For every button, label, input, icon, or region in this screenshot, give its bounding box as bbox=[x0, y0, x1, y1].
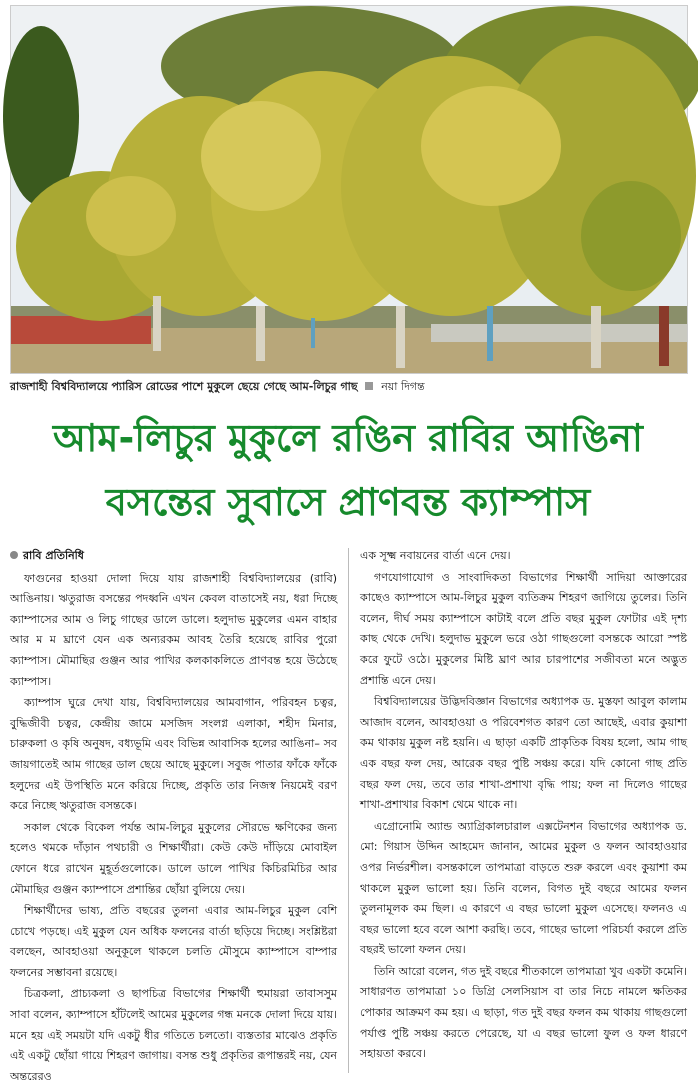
photo-credit: নয়া দিগন্ত bbox=[381, 380, 425, 393]
paragraph: বিশ্ববিদ্যালয়ের উদ্ভিদবিজ্ঞান বিভাগের অধ্যাপক ড. মুস্তফা আবুল কালাম আজাদ বলেন, আবহাওয়া ও পরিবেশগত কারণ তো আছেই, এবার কুয়াশা কম থাকায় মুকুল নষ্ট হয়নি। এ ছাড়া একটি প্রাকৃতিক বিষয় হলো, আম গাছ এক বছর ফল দেয়, আরেক বছর পুষ্টি সঞ্চয় করে। যদি কোনো গাছ প্রতি বছর ফল দেয়, তবে তার শাখা-প্রশাখা বৃদ্ধি পায়; ফল না দিলেও গাছের শাখা-প্রশাখার বিকাশ থেমে থাকে না। bbox=[360, 695, 687, 812]
paragraph: গণযোগাযোগ ও সাংবাদিকতা বিভাগের শিক্ষার্থী সাদিয়া আক্তারের কাছেও ক্যাম্পাসে আম-লিচুর মুকুল ব্যতিক্রম শিহরণ জাগিয়ে তুলের। তিনি বলেন, দীর্ঘ সময় ক্যাম্পাসে কাটাই বলে প্রতি বছর মুকুল ফোটার এই দৃশ্য কাছ থেকে দেখি। হলুদাভ মুকুলে ভরে ওঠা গাছগুলো বসন্তকে আরো স্পষ্ট করে ফুটে ওঠে। মুকুলের মিষ্টি ঘ্রাণ আর চারপাশের সজীবতা মনে অদ্ভুত প্রশান্তি এনে দেয়। bbox=[360, 570, 687, 687]
paragraph: এক সূক্ষ্ম নবায়নের বার্তা এনে দেয়। bbox=[360, 549, 511, 562]
byline bbox=[10, 546, 337, 567]
campus-trees-photo-icon bbox=[11, 6, 687, 373]
campus-trees-photo bbox=[10, 5, 688, 374]
paragraph: সকাল থেকে বিকেল পর্যন্ত আম-লিচুর মুকুলের সৌরভে ক্ষণিকের জন্য হলেও থমকে দাঁড়ান পথচারী ও শিক্ষার্থীরা। কেউ কেউ দাঁড়িয়ে মোবাইল ফোনে ধরে রাখেন মুহূর্তগুলোকে। ডালে ডালে পাখির কিচিরমিচির আর মৌমাছির গুঞ্জন ক্যাম্পাসে প্রশান্তির ছোঁয়া বুলিয়ে দেয়। bbox=[10, 820, 337, 896]
photo-caption bbox=[10, 378, 686, 396]
byline-text: রাবি প্রতিনিধি bbox=[23, 549, 84, 562]
paragraph: ক্যাম্পাস ঘুরে দেখা যায়, বিশ্ববিদ্যালয়ের আমবাগান, পরিবহন চত্বর, বুদ্ধিজীবী চত্বর, কেন্দ্রীয় জামে মসজিদ সংলগ্ন এলাকা, শহীদ মিনার, চারুকলা ও কৃষি অনুষদ, বধ্যভূমি এবং বিভিন্ন আবাসিক হলের আঙিনা– সব জায়গাতেই আম গাছের ডাল ছেয়ে আছে মুকুলে। সবুজ পাতার ফাঁকে ফাঁকে হলুদের এই উপস্থিতি মনে করিয়ে দিচ্ছে, প্রকৃতি তার নিজস্ব নিয়মেই বরণ করে নিচ্ছে ঋতুরাজ বসন্তকে। bbox=[10, 696, 337, 813]
paragraph: শিক্ষার্থীদের ভাষ্য, প্রতি বছরের তুলনা এবার আম-লিচুর মুকুল বেশি চোখে পড়ছে। এই মুকুল যেন অধিক ফলনের বার্তা ছড়িয়ে দিচ্ছে। সংশ্লিষ্টরা বলছেন, আবহাওয়া অনুকূলে থাকলে চলতি মৌসুমে ক্যাম্পাসে বাম্পার ফলনের সম্ভাবনা রয়েছে। bbox=[10, 904, 337, 979]
headline-line-1: আম-লিচুর মুকুলে রঙিন রাবির আঙিনা bbox=[53, 416, 643, 460]
bullet-dot-icon bbox=[10, 551, 18, 559]
paragraph: ফাগুনের হাওয়া দোলা দিয়ে যায় রাজশাহী বিশ্ববিদ্যালয়ের (রাবি) আঙিনায়। ঋতুরাজ বসন্তের পদধ্বনি এখন কেবল বাতাসেই নয়, ধরা দিচ্ছে ক্যাম্পাসের আম ও লিচু গাছের ডালে ডালে। হলুদাভ মুকুলের এমন বাহার আর ম ম ঘ্রাণে যেন এক অন্যরকম আবহ তৈরি হয়েছে রাবির পুরো ক্যাম্পাস। মৌমাছির গুঞ্জন আর পাখির কলকাকলিতে প্রাণবন্ত হয়ে উঠেছে ক্যাম্পাস। bbox=[10, 571, 337, 688]
paragraph: চিত্রকলা, প্রাচ্যকলা ও ছাপচিত্র বিভাগের শিক্ষার্থী হুমায়রা তাবাসসুম সাবা বলেন, ক্যাম্পাসে হাঁটলেই আমের মুকুলের গন্ধ মনকে দোলা দিয়ে যায়। মনে হয় এই সময়টা যদি একটু ধীর গতিতে চলতো। ব্যস্ততার মাঝেও প্রকৃতি এই একটু ছোঁয়া গায়ে শিহরণ জাগায়। বসন্ত শুধু প্রকৃতির রূপান্তরই নয়, যেন অন্তরেরও bbox=[10, 987, 337, 1083]
caption-text: রাজশাহী বিশ্ববিদ্যালয়ে প্যারিস রোডের পাশে মুকুলে ছেয়ে গেছে আম-লিচুর গাছ bbox=[10, 380, 358, 393]
square-bullet-icon bbox=[365, 382, 373, 390]
article-column-left bbox=[10, 546, 337, 1083]
paragraph: এগ্রোনোমি অ্যান্ড অ্যাগ্রিকালচারাল এক্সটেনশন বিভাগের অধ্যাপক ড. মো: গিয়াস উদ্দিন আহমেদ জানান, আমের মুকুল ও ফলন আবহাওয়ার ওপর নির্ভরশীল। বসন্তকালে তাপমাত্রা বাড়তে শুরু করলে এবং কুয়াশা কম থাকলে মুকুল ভালো হয়। তিনি বলেন, বিগত দুই বছরে আমের ফলন তুলনামূলক কম ছিল। এ কারণে এ বছর ভালো মুকুল এসেছে। ফলনও এ বছর ভালো হবে বলে আশা করছি। তবে, গাছের ভালো পরিচর্যা করলে প্রতি বছরই ভালো ফলন দেয়। bbox=[360, 819, 687, 957]
headline-line-2: বসন্তের সুবাসে প্রাণবন্ত ক্যাম্পাস bbox=[105, 480, 591, 524]
paragraph: তিনি আরো বলেন, গত দুই বছরে শীতকালে তাপমাত্রা খুব একটা কমেনি। সাধারণত তাপমাত্রা ১০ ডিগ্রি সেলসিয়াস বা তার নিচে নামলে ক্ষতিকর পোকার আক্রমণ কম হয়। এ ছাড়া, গত দুই বছর ফলন কম থাকায় গাছগুলো পর্যাপ্ত পুষ্টি সঞ্চয় করতে পেরেছে, যা এ বছর ভালো ফুল ও ফল ধারণে সহায়তা করবে। bbox=[360, 964, 687, 1061]
column-divider bbox=[348, 548, 349, 1073]
article-column-right bbox=[360, 546, 687, 1076]
